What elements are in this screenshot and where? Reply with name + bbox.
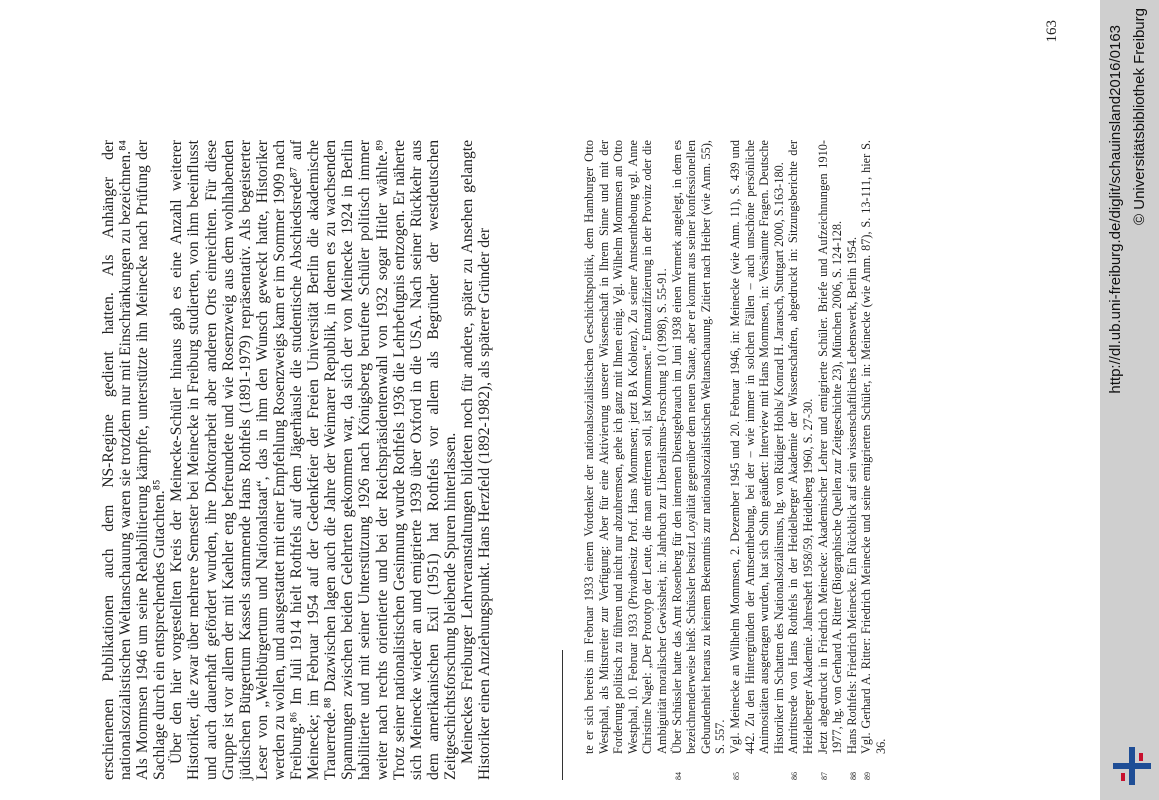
copyright-notice: © Universitätsbibliothek Freiburg <box>1131 8 1148 225</box>
footnote <box>728 140 786 780</box>
footnote-text: Hans Rothfels: Friedrich Meinecke. Ein Rückblick auf sein wissenschaftliches Lebenswerk, Berlin 1954. <box>844 236 859 754</box>
main-paragraph: Über den hier vorgestellten Kreis der Meinecke-Schüler hinaus gab es eine Anzahl weiterer Historiker, die zwar über mehrere Semester bei Meinecke in Freiburg studierten, von ihm beeinflusst und auch dauerhaft gefördert wurden, ihre Doktorarbeit aber anderen Orts einreichten. Für diese Gruppe ist vor allem der mit Kaehler eng befreundete und wie Rosenzweig aus dem wohlhabenden jüdischen Bürgertum Kassels stammende Hans Rothfels (1891-1979) repräsentativ. Als begeisterter Leser von „Weltbürgertum und Nationalstaat“, das in ihm den Wunsch geweckt hatte, Historiker werden zu wollen, und ausgestattet mit einer Empfehlung Rosenzweigs kam er im Sommer 1909 nach Freiburg.⁸⁶ Im Juli 1914 hielt Rothfels auf dem Jägerhäusle die studentische Abschiedsrede⁸⁷ auf Meinecke; im Februar 1954 auf der Gedenkfeier der Freien Universität Berlin die akademische Trauerrede.⁸⁸ Dazwischen lagen auch die Jahre der Weimarer Republik, in denen es zu wachsenden Spannungen zwischen beiden Gelehrten gekommen war, da sich der von Meinecke 1924 in Berlin habilitierte und mit seiner Unterstützung 1926 nach Königsberg berufene Schüler politisch immer weiter nach rechts orientierte und bei der Reichspräsidentenwahl von 1932 sogar Hitler wählte.⁸⁹ Trotz seiner nationalistischen Gesinnung wurde Rothfels 1936 die Lehrbefugnis entzogen. Er näherte sich Meinecke wieder an und emigrierte 1939 über Oxford in die USA. Nach seiner Rückkehr aus dem amerikanischen Exil (1951) hat Rothfels vor allem als Begründer der westdeutschen Zeitgeschichtsforschung bleibende Spuren hinterlassen. <box>168 140 459 780</box>
footnote-text: Vgl. Meinecke an Wilhelm Mommsen, 2. Dezember 1945 und 20. Februar 1946, in: Meinecke (wie Anm. 11), S. 439 und 442. Zu den Hintergründen der Amtsenthebung, bei der – wie immer in solchen Fällen – auch unschöne persönliche Animositäten ausgetragen wurden, hat sich Sohn geäußert: Interview mit Hans Mommsen, in: Versäumte Fragen. Deutsche Historiker im Schatten des Nationalsozialismus, hg. von Rüdiger Hohls/ Konrad H. Jarausch, Stuttgart 2000, S.163-180. <box>727 140 786 754</box>
footnote-number: 85 <box>731 772 741 780</box>
footnote-text: Antrittsrede von Hans Rothfels in der Heidelberger Akademie der Wissenschaften, abgedruckt in: Sitzungsberichte der Heidelberger Akademie. Jahresheft 1958/59, Heidelberg 1960, S. 27-30. <box>786 140 815 754</box>
main-text <box>100 140 493 780</box>
logo-bar <box>1139 753 1143 761</box>
side-band-text <box>1100 0 1159 800</box>
footnote <box>786 140 815 780</box>
source-url-link[interactable]: http://dl.ub.uni-freiburg.de/diglit/schauinsland2016/0163 <box>1107 25 1124 394</box>
footnote-text: Vgl. Gerhard A. Ritter: Friedrich Meinecke und seine emigrierten Schüler, in: Meinecke (wie Anm. 87), S. 13-111, hier S. 36. <box>859 140 888 754</box>
footnote-text: Über Schüssler hatte das Amt Rosenberg für den internen Dienstgebrauch im Juni 1938 einen Vermerk angelegt, in dem es bezeichnenderweise hieß: Schüssler besitzt Loyalität gegenüber dem neuen Staate, aber er kommt aus seiner konfessionellen Gebundenheit heraus zu keinem Bekenntnis zur nationalsozialistischen Weltanschauung. Zitiert nach Heiber (wie Anm. 55), S. 557. <box>669 140 728 754</box>
footnote <box>582 140 670 780</box>
footnote-text: te er sich bereits im Februar 1933 einem Vordenker der nationalsozialistischen Geschichtspolitik, dem Hamburger Otto Westphal, als Mitstreiter zur Verfügung: Aber für eine Aktivierung unserer Wissenschaft in Ihrem Sinne und mit der Forderung politisch zu führen und nicht nur abzubremsen, gehe ich ganz mit Ihnen einig. Vgl. Wilhelm Mommsen an Otto Westphal, 10. Februar 1933 (Privatbesitz Prof. Hans Mommsen; jetzt BA Koblenz). Zu seiner Amtsenthebung vgl. Anne Christine Nagel: „Der Prototyp der Leute, die man entfernen soll, ist Mommsen.“ Entnazifizierung in der Provinz oder die Ambiguität moralischer Gewissheit, in: Jahrbuch zur Liberalismus-Forschung 10 (1998), S. 55-91. <box>582 140 669 754</box>
footnote-number: 88 <box>848 772 858 780</box>
footnote-number: 84 <box>673 772 683 780</box>
footnote-number: 86 <box>790 772 800 780</box>
book-page <box>100 20 1130 780</box>
main-paragraph: Meineckes Freiburger Lehrveranstaltungen bildeten noch für andere, später zu Ansehen gelangte Historiker einen Anziehungspunkt. Hans Herzfeld (1892-1982), als späterer Gründer der <box>458 140 494 780</box>
logo-bar <box>1121 773 1125 781</box>
footnote-separator <box>562 650 563 780</box>
footnote <box>816 140 845 780</box>
footnote <box>859 140 888 780</box>
main-paragraph: erschienenen Publikationen auch dem NS-Regime gedient hatten. Als Anhänger der nationalsozialistischen Weltanschauung waren sie trotzdem nur mit Einschränkungen zu bezeichnen.⁸⁴ Als Mommsen 1946 um seine Rehabilitierung kämpfte, unterstützte ihn Meinecke nach Prüfung der Sachlage durch ein entsprechendes Gutachten.⁸⁵ <box>100 140 169 780</box>
footnote <box>845 140 860 780</box>
footnote <box>670 140 728 780</box>
ub-freiburg-logo-icon <box>1111 745 1153 787</box>
footnote-number: 89 <box>863 772 873 780</box>
footnotes <box>582 140 888 780</box>
logo-bar <box>1129 747 1135 785</box>
footnote-text: Jetzt abgedruckt in Friedrich Meinecke: Akademischer Lehrer und emigrierte Schüler. Briefe und Aufzeichnungen 1910-1977, hg. von Gerhard A. Ritter (Biographische Quellen zur Zeitgeschichte 23), München 2006, S. 124-128. <box>815 140 845 754</box>
footnote-number: 87 <box>819 772 829 780</box>
page-number: 163 <box>1044 20 1060 43</box>
